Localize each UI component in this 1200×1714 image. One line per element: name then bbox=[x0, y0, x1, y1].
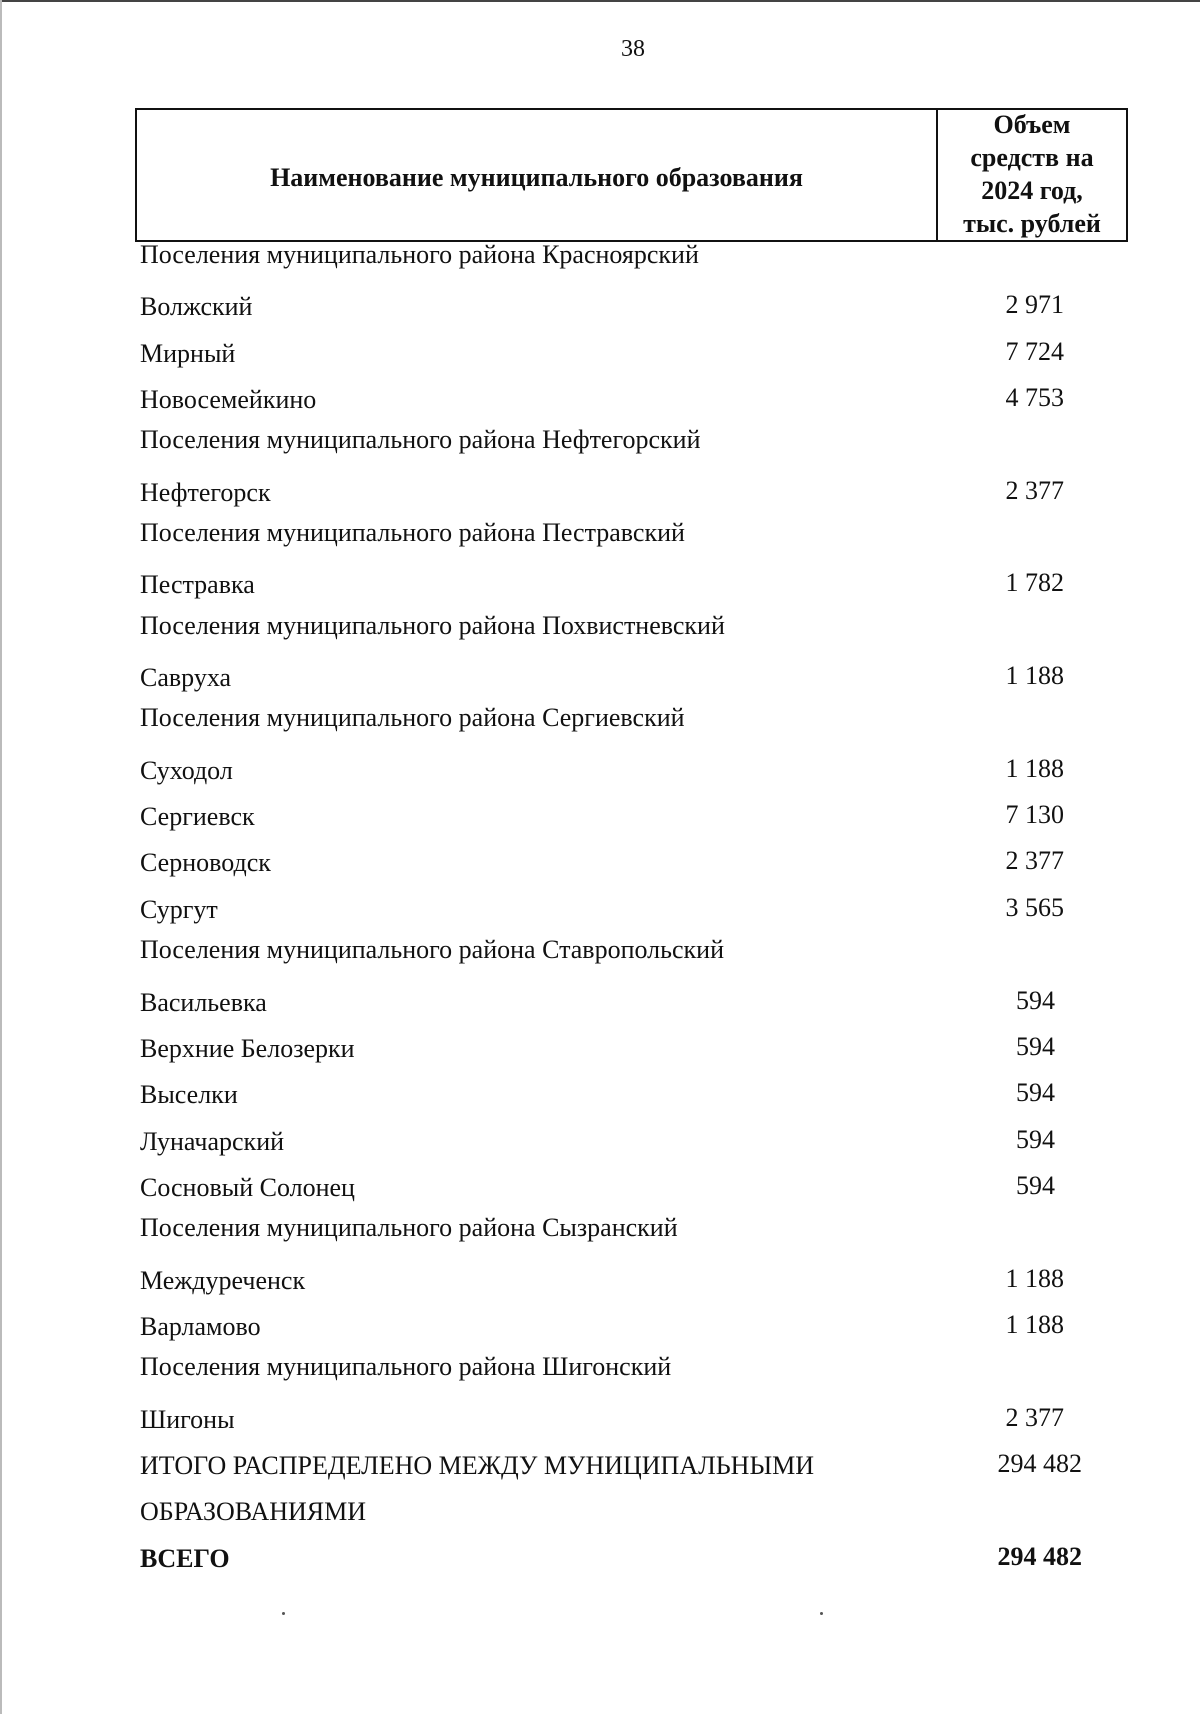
table-total-row bbox=[0, 1445, 1200, 1491]
row-name: ОБРАЗОВАНИЯМИ bbox=[140, 1497, 367, 1527]
table-row bbox=[0, 796, 1200, 842]
row-name: Поселения муниципального района Шигонский bbox=[140, 1352, 672, 1382]
row-value: 7 724 bbox=[1005, 336, 1064, 366]
table-group-row bbox=[0, 518, 1200, 564]
row-value: 4 753 bbox=[1005, 383, 1064, 413]
row-value: 1 782 bbox=[1005, 568, 1064, 598]
row-value: 1 188 bbox=[1005, 1309, 1064, 1339]
row-name: Поселения муниципального района Нефтегорский bbox=[140, 425, 701, 455]
row-value: 594 bbox=[1016, 985, 1055, 1015]
table-row bbox=[0, 1167, 1200, 1213]
table-row bbox=[0, 1028, 1200, 1074]
row-name: Мирный bbox=[140, 338, 236, 368]
table-row bbox=[0, 1260, 1200, 1306]
row-name: Междуреченск bbox=[140, 1265, 306, 1295]
row-name: Поселения муниципального района Красноярский bbox=[140, 240, 699, 269]
row-value: 3 565 bbox=[1005, 892, 1064, 922]
table-row bbox=[0, 657, 1200, 703]
row-value: 2 377 bbox=[1005, 846, 1064, 876]
table-row bbox=[0, 379, 1200, 425]
row-value: 294 482 bbox=[997, 1541, 1082, 1571]
row-value: 7 130 bbox=[1005, 800, 1064, 830]
row-name: ВСЕГО bbox=[140, 1543, 230, 1573]
table-row bbox=[0, 1399, 1200, 1445]
row-name: Сосновый Солонец bbox=[140, 1172, 355, 1202]
table-header bbox=[135, 108, 1128, 242]
header-name-column: Наименование муниципального образования bbox=[137, 110, 938, 240]
row-name: Сергиевск bbox=[140, 802, 255, 832]
row-name: Новосемейкино bbox=[140, 385, 317, 415]
row-name: Суходол bbox=[140, 755, 233, 785]
header-value-line: тыс. рублей bbox=[963, 209, 1101, 238]
table-group-row bbox=[0, 1352, 1200, 1398]
table-group-row bbox=[0, 240, 1200, 286]
row-name: Луначарский bbox=[140, 1126, 285, 1156]
table-row bbox=[0, 982, 1200, 1028]
header-value-line: средств на bbox=[970, 143, 1094, 172]
row-name: Поселения муниципального района Сергиевский bbox=[140, 703, 685, 733]
row-value: 1 188 bbox=[1005, 661, 1064, 691]
table-grand-total-row bbox=[0, 1538, 1200, 1584]
page-number: 38 bbox=[621, 36, 645, 62]
header-value-line: Объем bbox=[993, 110, 1071, 139]
table-row bbox=[0, 286, 1200, 332]
row-value: 2 377 bbox=[1005, 475, 1064, 505]
row-name: Поселения муниципального района Пестравский bbox=[140, 518, 685, 548]
row-name: Нефтегорск bbox=[140, 477, 271, 507]
table-row bbox=[0, 1121, 1200, 1167]
row-name: Шигоны bbox=[140, 1404, 235, 1434]
scan-edge-top bbox=[0, 0, 1200, 2]
row-value: 594 bbox=[1016, 1078, 1055, 1108]
row-name: Васильевка bbox=[140, 987, 267, 1017]
table-group-row bbox=[0, 703, 1200, 749]
table-row bbox=[0, 842, 1200, 888]
row-value: 1 188 bbox=[1005, 753, 1064, 783]
table-group-row bbox=[0, 935, 1200, 981]
row-name: Пестравка bbox=[140, 570, 255, 600]
row-value: 594 bbox=[1016, 1170, 1055, 1200]
row-value: 2 377 bbox=[1005, 1402, 1064, 1432]
scan-speck bbox=[282, 1612, 285, 1615]
header-value-line: 2024 год, bbox=[981, 176, 1083, 205]
row-value: 594 bbox=[1016, 1031, 1055, 1061]
row-value: 294 482 bbox=[997, 1448, 1082, 1478]
table-group-row bbox=[0, 425, 1200, 471]
row-name: Сургут bbox=[140, 894, 218, 924]
table-row bbox=[0, 750, 1200, 796]
table-row bbox=[0, 889, 1200, 935]
table-row bbox=[0, 564, 1200, 610]
table-row bbox=[0, 1306, 1200, 1352]
row-value: 2 971 bbox=[1005, 290, 1064, 320]
row-name: Савруха bbox=[140, 663, 232, 693]
row-name: Поселения муниципального района Сызранский bbox=[140, 1213, 678, 1243]
row-value: 1 188 bbox=[1005, 1263, 1064, 1293]
table-body bbox=[0, 240, 1200, 1584]
row-name: Верхние Белозерки bbox=[140, 1033, 355, 1063]
header-value-column bbox=[938, 110, 1126, 240]
row-name: ИТОГО РАСПРЕДЕЛЕНО МЕЖДУ МУНИЦИПАЛЬНЫМИ bbox=[140, 1450, 815, 1480]
row-name: Варламово bbox=[140, 1311, 261, 1341]
table-row bbox=[0, 1074, 1200, 1120]
row-name: Поселения муниципального района Похвистневский bbox=[140, 610, 725, 640]
row-name: Выселки bbox=[140, 1080, 238, 1110]
table-row bbox=[0, 472, 1200, 518]
row-name: Серноводск bbox=[140, 848, 271, 878]
row-name: Поселения муниципального района Ставропольский bbox=[140, 935, 724, 965]
table-row bbox=[0, 333, 1200, 379]
row-name: Волжский bbox=[140, 292, 253, 322]
row-value: 594 bbox=[1016, 1124, 1055, 1154]
table-group-row bbox=[0, 1213, 1200, 1259]
table-total-row bbox=[0, 1491, 1200, 1537]
scan-speck bbox=[820, 1612, 823, 1615]
table-group-row bbox=[0, 611, 1200, 657]
